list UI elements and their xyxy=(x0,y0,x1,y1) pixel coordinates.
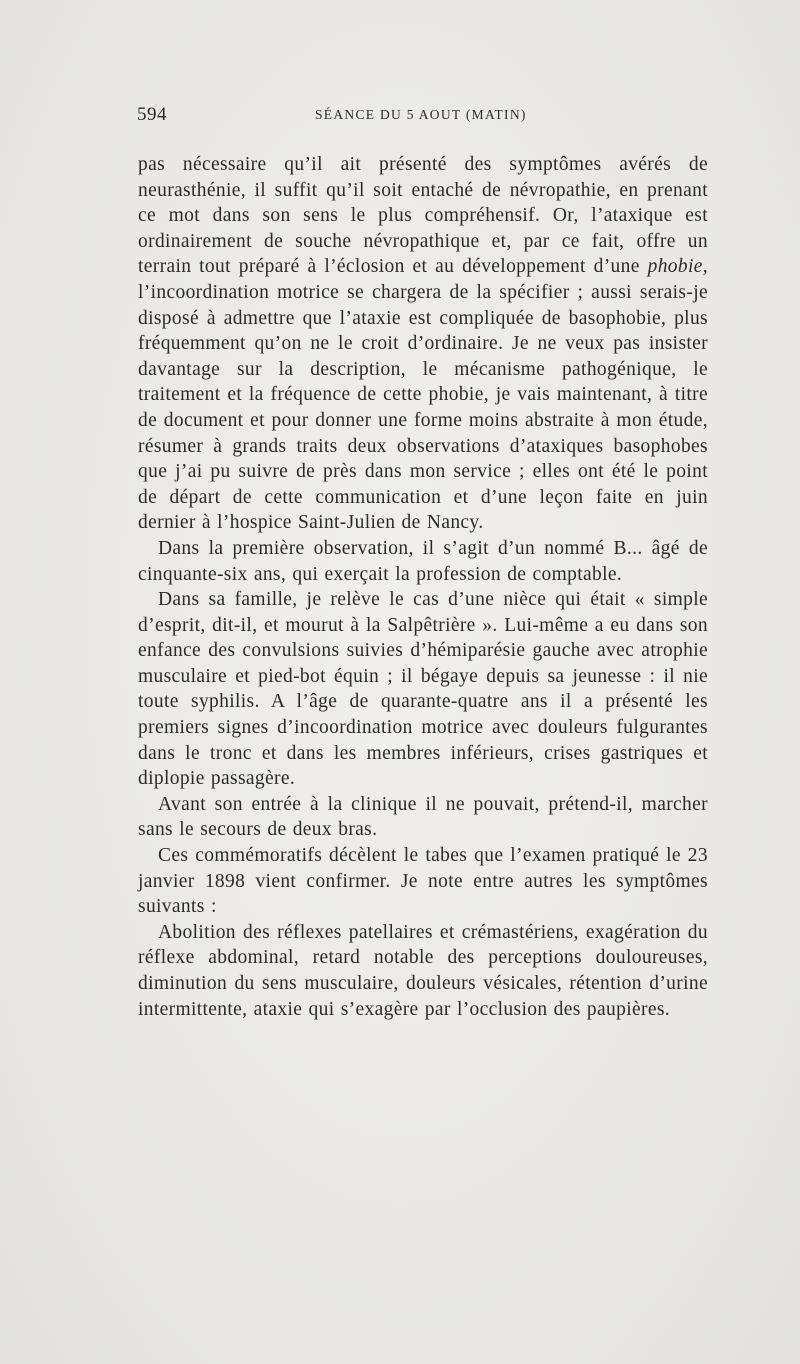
italic-term: phobie, xyxy=(647,256,708,278)
paragraph: Abolition des réflexes patellaires et crémastériens, exagération du réflexe abdominal, retard notable des perceptions douloureuses, diminution du sens musculaire, douleurs vésicales, rétention d’urine intermittente, ataxie qui s’exagère par l’occlusion des paupières. xyxy=(138,921,708,1020)
page-header xyxy=(137,104,707,134)
body-text xyxy=(138,152,708,1022)
paragraph: Avant son entrée à la clinique il ne pouvait, prétend-il, marcher sans le secours de deux bras. xyxy=(138,793,708,841)
paragraph: Ces commémoratifs décèlent le tabes que l’examen pratiqué le 23 janvier 1898 vient confirmer. Je note entre autres les symptômes suivants : xyxy=(138,845,708,918)
paragraph: Dans la première observation, il s’agit d’un nommé B... âgé de cinquante-six ans, qui exerçait la profession de comptable. xyxy=(138,537,708,585)
page-number: 594 xyxy=(137,104,167,125)
paragraph: Dans sa famille, je relève le cas d’une nièce qui était « simple d’esprit, dit-il, et mourut à la Salpêtrière ». Lui-même a eu dans son enfance des convulsions suivies d’hémiparésie gauche avec atrophie musculaire et pied-bot équin ; il bégaye depuis sa jeunesse : il nie toute syphilis. A l’âge de quarante-quatre ans il a présenté les premiers signes d’incoordination motrice avec douleurs fulgurantes dans le tronc et dans les membres inférieurs, crises gastriques et diplopie passagère. xyxy=(138,589,708,790)
paragraph: pas nécessaire qu’il ait présenté des symptômes avérés de neurasthénie, il suffit qu’il soit entaché de névropathie, en prenant ce mot dans son sens le plus compréhensif. Or, l’ataxique est ordinairement de souche névropathique et, par ce fait, offre un terrain tout préparé à l’éclosion et au développement d’une phobie, l’incoordination motrice se chargera de la spécifier ; aussi serais-je disposé à admettre que l’ataxie est compliquée de basophobie, plus fréquemment qu’on ne le croit d’ordinaire. Je ne veux pas insister davantage sur la description, le mécanisme pathogénique, le traitement et la fréquence de cette phobie, je vais maintenant, à titre de document et pour donner une forme moins abstraite à mon étude, résumer à grands traits deux observations d’ataxiques basophobes que j’ai pu suivre de près dans mon service ; elles ont été le point de départ de cette communication et d’une leçon faite en juin dernier à l’hospice Saint-Julien de Nancy. xyxy=(138,154,708,534)
running-head: SÉANCE DU 5 AOUT (MATIN) xyxy=(315,107,527,122)
